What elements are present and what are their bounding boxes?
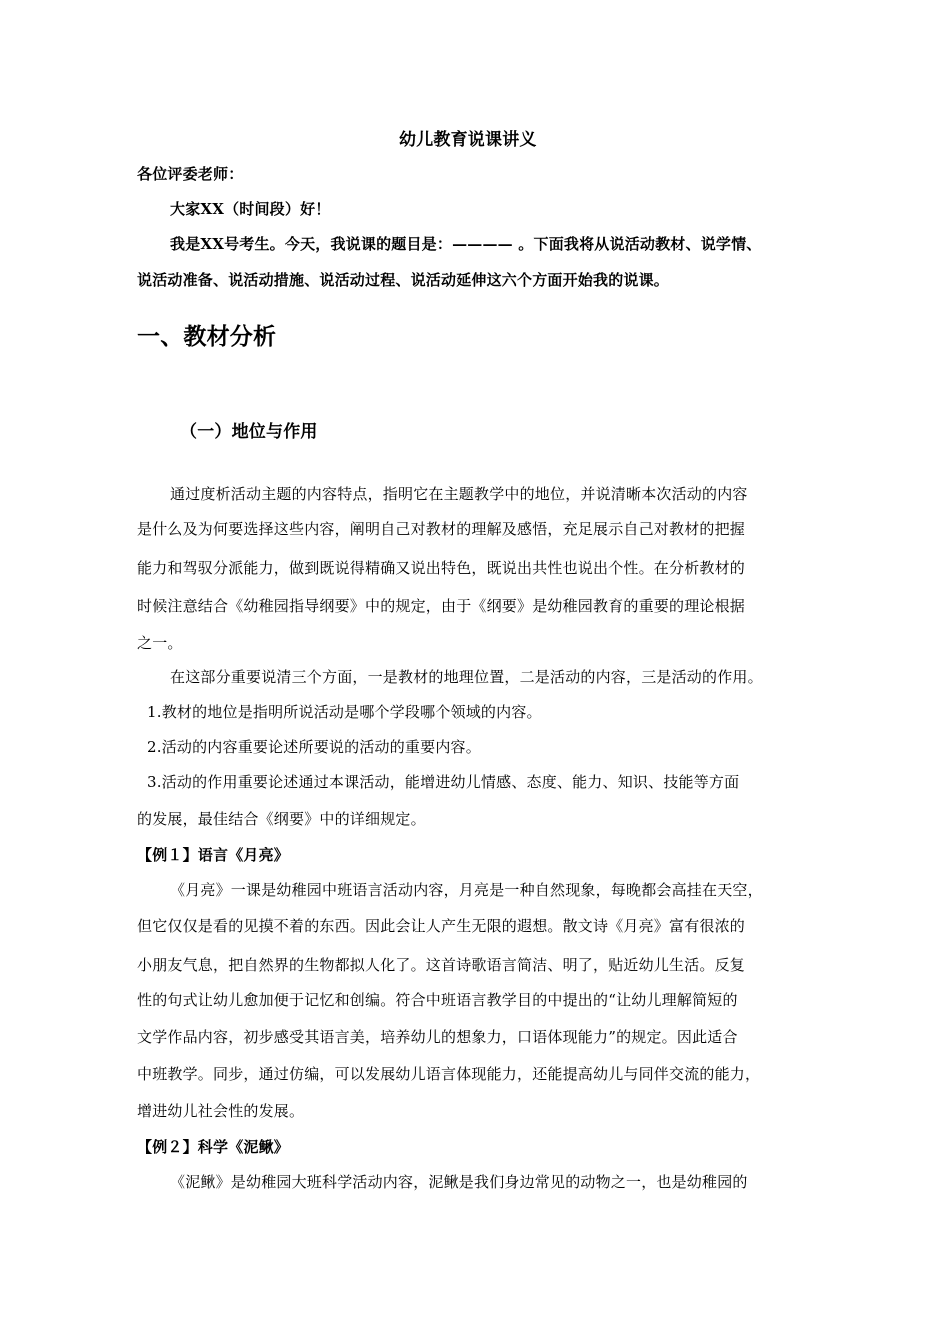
paragraph-line: 能力和驾驭分派能力，做到既说得精确又说出特色，既说出共性也说出个性。在分析教材的	[137, 559, 746, 577]
example-line: 《月亮》一课是幼稚园中班语言活动内容，月亮是一种自然现象，每晚都会高挂在天空，	[170, 881, 763, 899]
list-item-continuation: 的发展，最佳结合《纲要》中的详细规定。	[137, 810, 426, 828]
example-heading: 【例２】科学《泥鳅》	[137, 1138, 290, 1156]
paragraph-line: 是什么及为何要选择这些内容，阐明自己对教材的理解及感悟，充足展示自己对教材的把握	[137, 520, 746, 538]
example-line: 但它仅仅是看的见摸不着的东西。因此会让人产生无限的遐想。散文诗《月亮》富有很浓的	[137, 917, 746, 935]
example-line: 文学作品内容，初步感受其语言美，培养幼儿的想象力，口语体现能力”的规定。因此适合	[137, 1028, 738, 1046]
intro-line: 说活动准备、说活动措施、说活动过程、说活动延伸这六个方面开始我的说课。	[137, 271, 670, 289]
paragraph-line: 时候注意结合《幼稚园指导纲要》中的规定，由于《纲要》是幼稚园教育的重要的理论根据	[137, 597, 746, 615]
greeting: 各位评委老师：	[137, 165, 244, 183]
section-heading: 一、教材分析	[137, 323, 277, 350]
subsection-heading: （一）地位与作用	[180, 422, 318, 442]
example-line: 中班教学。同步，通过仿编，可以发展幼儿语言体现能力，还能提高幼儿与同伴交流的能力，	[137, 1065, 761, 1083]
list-item: 1.教材的地位是指明所说活动是哪个学段哪个领域的内容。	[147, 703, 542, 721]
example-line: 小朋友气息，把自然界的生物都拟人化了。这首诗歌语言简洁、明了，贴近幼儿生活。反复	[137, 956, 746, 974]
example-heading: 【例１】语言《月亮》	[137, 846, 290, 864]
example-line: 增进幼儿社会性的发展。	[137, 1102, 305, 1120]
intro-line: 我是XX号考生。今天，我说课的题目是：———— 。下面我将从说活动教材、说学情、	[170, 235, 762, 253]
example-line: 《泥鳅》是幼稚园大班科学活动内容，泥鳅是我们身边常见的动物之一，也是幼稚园的	[170, 1173, 748, 1191]
paragraph-line: 在这部分重要说清三个方面，一是教材的地理位置，二是活动的内容，三是活动的作用。	[170, 668, 763, 686]
example-line: 性的句式让幼儿愈加便于记忆和创编。符合中班语言教学目的中提出的“让幼儿理解简短的	[137, 991, 738, 1009]
paragraph-line: 通过度析活动主题的内容特点，指明它在主题教学中的地位，并说清晰本次活动的内容	[170, 485, 748, 503]
list-item: 2.活动的内容重要论述所要说的活动的重要内容。	[147, 738, 481, 756]
document-title: 幼儿教育说课讲义	[399, 130, 537, 150]
paragraph-line: 之一。	[137, 634, 183, 652]
hello-line: 大家XX（时间段）好！	[170, 200, 331, 218]
list-item: 3.活动的作用重要论述通过本课活动，能增进幼儿情感、态度、能力、知识、技能等方面	[147, 773, 740, 791]
